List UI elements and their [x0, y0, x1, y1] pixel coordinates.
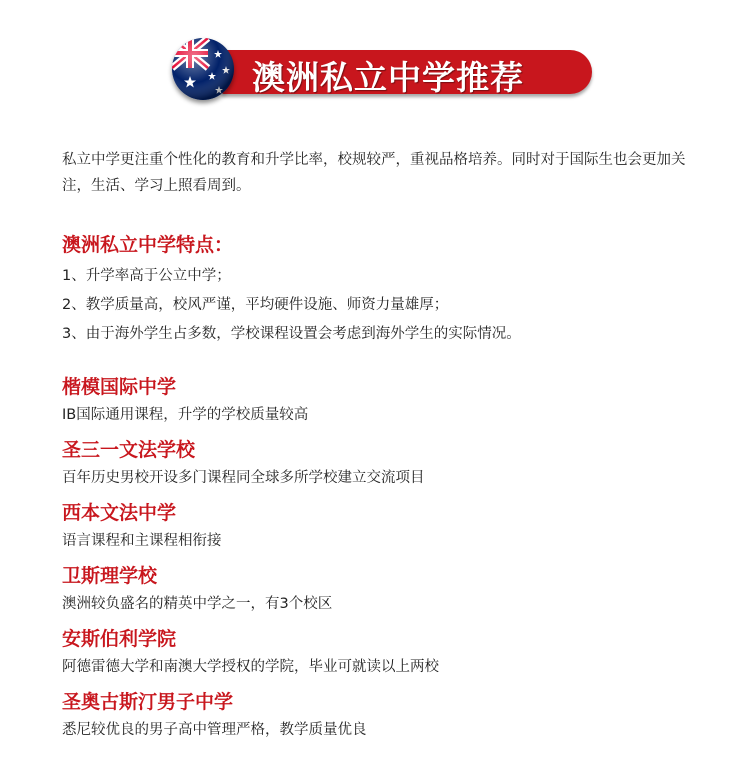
- school-entry: [62, 689, 722, 742]
- school-name: 圣奥古斯汀男子中学: [62, 691, 234, 713]
- school-desc: 悉尼较优良的男子高中管理严格，教学质量优良: [62, 722, 367, 738]
- school-entry: [62, 626, 722, 679]
- school-entry: [62, 437, 722, 490]
- school-entry: [62, 563, 722, 616]
- school-name: 楷模国际中学: [62, 376, 177, 398]
- features-title: 澳洲私立中学特点：: [62, 234, 234, 256]
- features-list: [62, 262, 521, 349]
- header-banner: [172, 36, 592, 102]
- school-desc: 阿德雷德大学和南澳大学授权的学院，毕业可就读以上两校: [62, 659, 439, 675]
- school-name: 卫斯理学校: [62, 565, 158, 587]
- feature-item: 3、由于海外学生占多数，学校课程设置会考虑到海外学生的实际情况。: [62, 326, 521, 342]
- school-desc: 澳洲较负盛名的精英中学之一，有3个校区: [62, 596, 333, 612]
- school-name: 西本文法中学: [62, 502, 177, 524]
- school-name: 圣三一文法学校: [62, 439, 196, 461]
- intro-paragraph: 私立中学更注重个性化的教育和升学比率，校规较严，重视品格培养。同时对于国际生也会更加关注，生活、学习上照看周到。: [62, 152, 686, 194]
- school-entry: [62, 500, 722, 553]
- feature-item: 2、教学质量高，校风严谨，平均硬件设施、师资力量雄厚；: [62, 297, 449, 313]
- australia-flag-ball-icon: [172, 38, 234, 100]
- school-entry: [62, 374, 722, 427]
- school-desc: 语言课程和主课程相衔接: [62, 533, 222, 549]
- feature-item: 1、升学率高于公立中学；: [62, 268, 231, 284]
- school-desc: IB国际通用课程，升学的学校质量较高: [62, 407, 309, 423]
- school-desc: 百年历史男校开设多门课程同全球多所学校建立交流项目: [62, 470, 425, 486]
- page-title: 澳洲私立中学推荐: [252, 58, 524, 97]
- school-name: 安斯伯利学院: [62, 628, 177, 650]
